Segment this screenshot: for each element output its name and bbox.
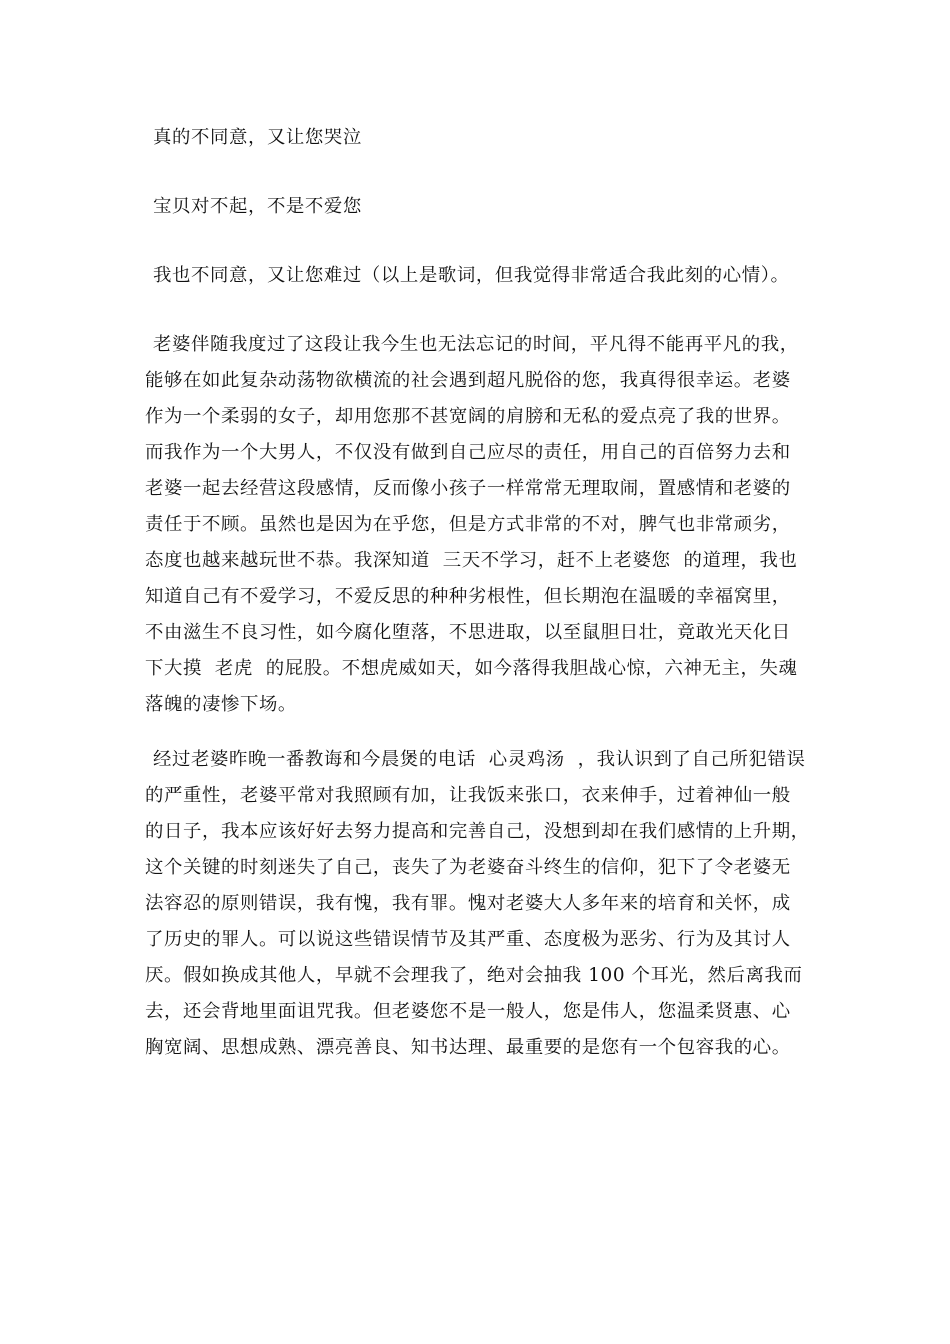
paragraph-1-line-4: 而我作为一个大男人，不仅没有做到自己应尽的责任，用自己的百倍努力去和 (145, 442, 791, 463)
paragraph-1-line-9: 不由滋生不良习性，如今腐化堕落，不思进取，以至鼠胆日壮，竟敢光天化日 (145, 622, 791, 643)
paragraph-2-line-6: 了历史的罪人。可以说这些错误情节及其严重、态度极为恶劣、行为及其讨人 (145, 929, 791, 950)
paragraph-2-line-5: 法容忍的原则错误，我有愧，我有罪。愧对老婆大人多年来的培育和关怀，成 (145, 893, 791, 914)
paragraph-2-line-3: 的日子，我本应该好好去努力提高和完善自己，没想到却在我们感情的上升期， (145, 821, 810, 842)
paragraph-1-line-10: 下大摸 老虎 的屁股。不想虎威如天，如今落得我胆战心惊，六神无主，失魂 (145, 658, 798, 679)
paragraph-2-line-2: 的严重性，老婆平常对我照顾有加，让我饭来张口，衣来伸手，过着神仙一般 (145, 785, 791, 806)
lyric-line-3: 我也不同意，又让您难过（以上是歌词，但我觉得非常适合我此刻的心情）。 (153, 265, 790, 286)
paragraph-2-line-4: 这个关键的时刻迷失了自己，丧失了为老婆奋斗终生的信仰，犯下了令老婆无 (145, 857, 791, 878)
paragraph-1-line-8: 知道自己有不爱学习，不爱反思的种种劣根性，但长期泡在温暖的幸福窝里， (145, 586, 791, 607)
paragraph-2-line-8: 去，还会背地里面诅咒我。但老婆您不是一般人，您是伟人，您温柔贤惠、心 (145, 1001, 791, 1022)
lyric-line-2: 宝贝对不起，不是不爱您 (153, 196, 362, 217)
paragraph-1-line-6: 责任于不顾。虽然也是因为在乎您，但是方式非常的不对，脾气也非常顽劣， (145, 514, 791, 535)
paragraph-1-line-11: 落魄的凄惨下场。 (145, 694, 297, 715)
paragraph-1-line-7: 态度也越来越玩世不恭。我深知道 三天不学习，赶不上老婆您 的道理，我也 (145, 550, 798, 571)
paragraph-2-line-1: 经过老婆昨晚一番教诲和今晨煲的电话 心灵鸡汤 ，我认识到了自己所犯错误 (153, 749, 806, 770)
paragraph-1-line-5: 老婆一起去经营这段感情，反而像小孩子一样常常无理取闹，置感情和老婆的 (145, 478, 791, 499)
paragraph-2-line-7: 厌。假如换成其他人，早就不会理我了，绝对会抽我 100 个耳光，然后离我而 (145, 965, 803, 986)
paragraph-1-line-2: 能够在如此复杂动荡物欲横流的社会遇到超凡脱俗的您，我真得很幸运。老婆 (145, 370, 791, 391)
paragraph-2-line-9: 胸宽阔、思想成熟、漂亮善良、知书达理、最重要的是您有一个包容我的心。 (145, 1037, 791, 1058)
paragraph-1-line-3: 作为一个柔弱的女子，却用您那不甚宽阔的肩膀和无私的爱点亮了我的世界。 (145, 406, 791, 427)
lyric-line-1: 真的不同意，又让您哭泣 (153, 127, 362, 148)
paragraph-1-line-1: 老婆伴随我度过了这段让我今生也无法忘记的时间，平凡得不能再平凡的我， (153, 334, 799, 355)
